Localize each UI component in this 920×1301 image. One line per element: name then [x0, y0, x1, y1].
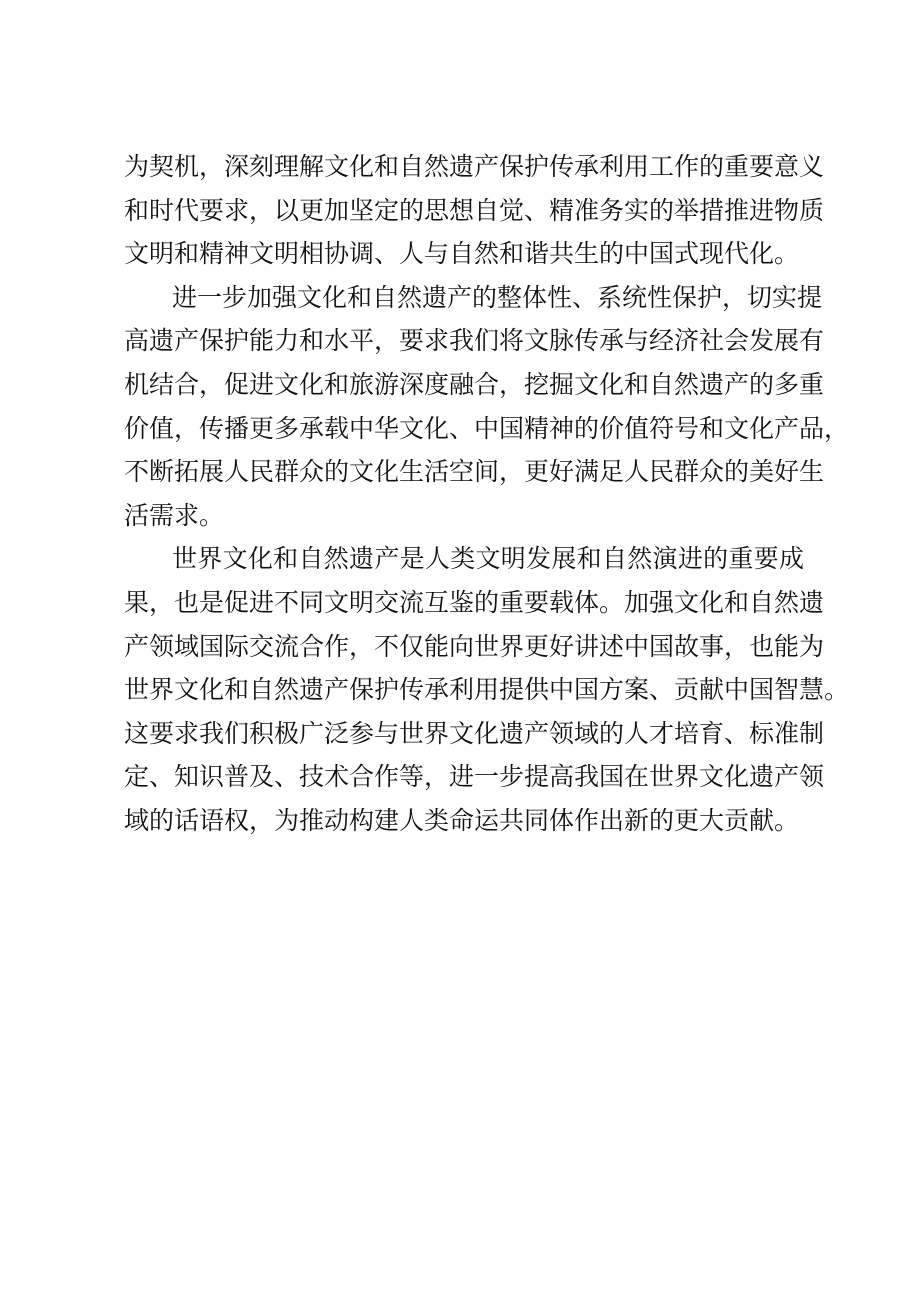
paragraph-2: [124, 279, 850, 535]
text-line: 世界文化和自然遗产是人类文明发展和自然演进的重要成: [172, 544, 804, 574]
text-line: 果，也是促进不同文明交流互鉴的重要载体。加强文化和自然遗: [124, 587, 825, 617]
text-line: 价值，传播更多承载中华文化、中国精神的价值符号和文化产品，: [124, 413, 850, 443]
text-line: 为契机，深刻理解文化和自然遗产保护传承利用工作的重要意义: [124, 152, 825, 181]
text-line: 产领域国际交流合作，不仅能向世界更好讲述中国故事，也能为: [124, 631, 825, 661]
paragraph-3: [124, 540, 850, 840]
text-line: 机结合，促进文化和旅游深度融合，挖掘文化和自然遗产的多重: [124, 369, 825, 399]
text-line: 这要求我们积极广泛参与世界文化遗产领域的人才培育、标准制: [124, 718, 825, 748]
text-line: 不断拓展人民群众的文化生活空间，更好满足人民群众的美好生: [124, 457, 825, 487]
text-line: 域的话语权，为推动构建人类命运共同体作出新的更大贡献。: [124, 805, 800, 835]
text-line: 和时代要求，以更加坚定的思想自觉、精准务实的举措推进物质: [124, 195, 825, 225]
text-line: 进一步加强文化和自然遗产的整体性、系统性保护，切实提: [172, 282, 823, 312]
text-line: 世界文化和自然遗产保护传承利用提供中国方案、贡献中国智慧。: [124, 675, 850, 705]
paragraph-1: [124, 148, 824, 273]
text-line: 高遗产保护能力和水平，要求我们将文脉传承与经济社会发展有: [124, 326, 825, 356]
text-line: 文明和精神文明相协调、人与自然和谐共生的中国式现代化。: [124, 239, 800, 269]
text-line: 活需求。: [124, 500, 225, 530]
text-line: 定、知识普及、技术合作等，进一步提高我国在世界文化遗产领: [124, 762, 825, 792]
body-text: [124, 148, 850, 846]
